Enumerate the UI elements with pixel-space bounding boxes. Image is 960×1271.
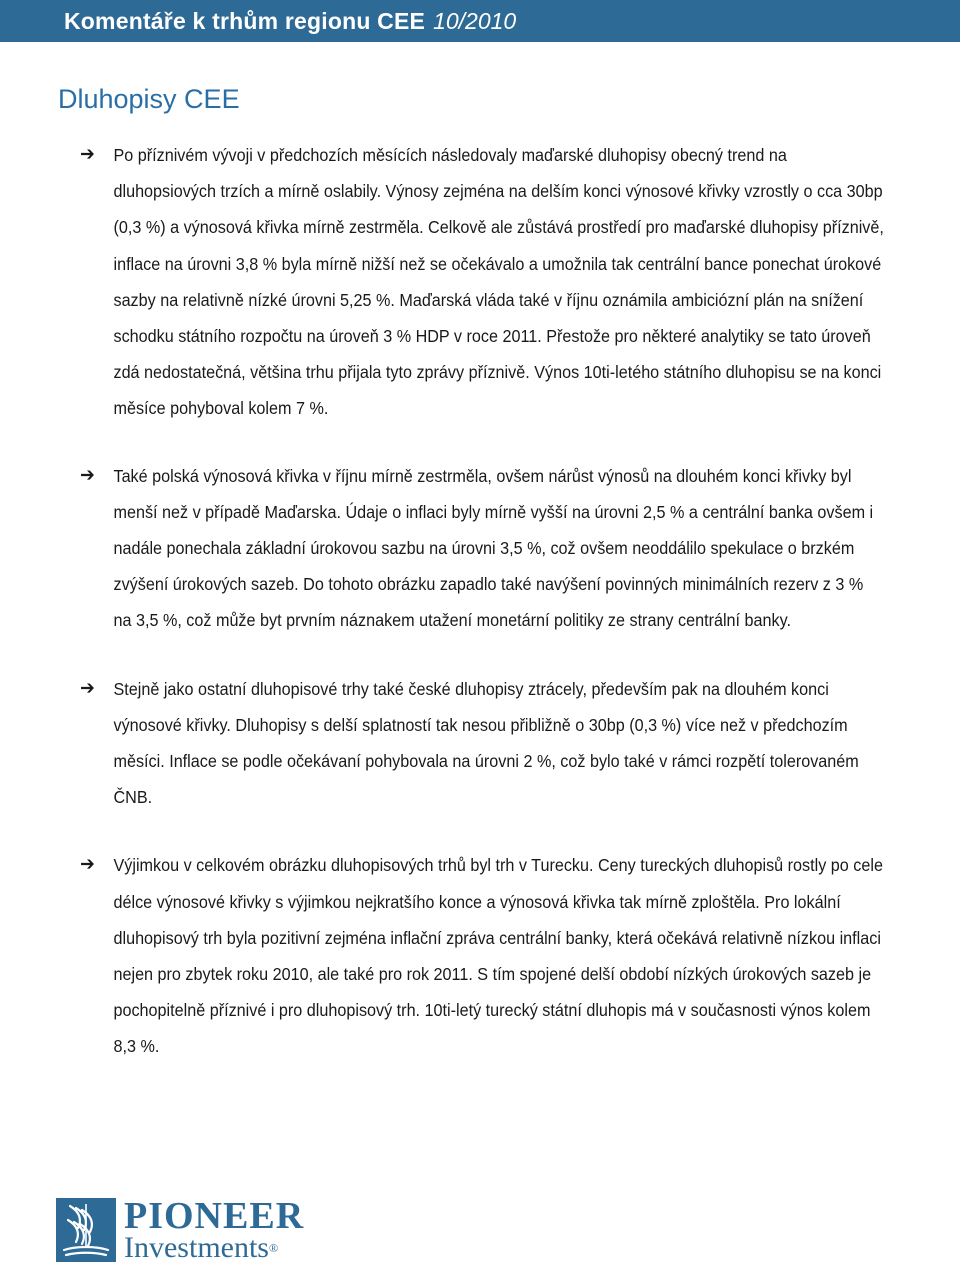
header-title: Komentáře k trhům regionu CEE <box>64 7 426 34</box>
ship-logo-icon <box>56 1198 116 1262</box>
bullet-item-czech <box>80 671 885 816</box>
header-date: 10/2010 <box>433 7 517 34</box>
right-arrow-icon: ➔ <box>80 854 95 876</box>
logo-wordmark-pioneer: PIONEER <box>124 1195 305 1237</box>
bullet-item-poland <box>80 458 885 639</box>
section-title: Dluhopisy CEE <box>58 84 240 114</box>
right-arrow-icon: ➔ <box>80 144 95 165</box>
bullet-text: Také polská výnosová křivka v říjnu mírně zestrměla, ovšem nárůst výnosů na dlouhém konci křivky byl menší než v případě Maďarska. Údaje o inflaci byly mírně vyšší na úrovni 2,5 % a centrální banka ovšem i nadále ponechala základní úrokovou sazbu na úrovni 3,5 %, což ovšem neoddálilo spekulace o brzkém zvýšení úrokových sazeb. Do tohoto obrázku zapadlo také navýšení povinných minimálních rezerv z 3 % na 3,5 %, což může byt prvním náznakem utažení monetární politiky ze strany centrální banky. <box>113 465 874 631</box>
header-bar <box>0 0 960 42</box>
logo-investments-text: Investments <box>124 1231 269 1264</box>
bullet-text: Výjimkou v celkovém obrázku dluhopisových trhů byl trh v Turecku. Ceny tureckých dluhopisů rostly po cele délce výnosové křivky s výjimkou nejkratšího konce a výnosová křivka tak mírně zploštěla. Pro lokální dluhopisový trh byla pozitivní zejména inflační zpráva centrální banky, která očekává relativně nízkou inflaci nejen pro zbytek roku 2010, ale také pro rok 2011. S tím spojené delší období nízkých úrokových sazeb je pochopitelně příznivé i pro dluhopisový trh. 10ti-letý turecký státní dluhopis má v současnosti výnos kolem 8,3 %. <box>113 855 883 1057</box>
right-arrow-icon: ➔ <box>80 677 95 699</box>
bullet-list <box>80 137 910 1065</box>
bullet-text: Po příznivém vývoji v předchozích měsících následovaly maďarské dluhopisy obecný trend na dluhopsiových trzích a mírně oslabily. Výnosy zejména na delším konci výnosové křivky vzrostly o cca 30bp (0,3 %) a výnosová křivka mírně zestrměla. Celkově ale zůstává prostředí pro maďarské dluhopisy příznivě, inflace na úrovni 3,8 % byla mírně nižší než se očekávalo a umožnila tak centrální bance ponechat úrokové sazby na relativně nízké úrovni 5,25 %. Maďarská vláda také v říjnu oznámila ambiciózní plán na snížení schodku státního rozpočtu na úroveň 3 % HDP v roce 2011. Přestože pro některé analytiky se tato úroveň zdá nedostatečná, většina trhu přijala tyto zprávy příznivě. Výnos 10ti-letého státního dluhopisu se na konci měsíce pohyboval kolem 7 %. <box>113 145 884 419</box>
pioneer-investments-logo <box>56 1192 316 1268</box>
right-arrow-icon: ➔ <box>80 464 95 486</box>
registered-mark: ® <box>268 1241 279 1255</box>
bullet-item-hungary <box>80 137 885 427</box>
logo-wordmark-investments <box>124 1232 278 1264</box>
bullet-text: Stejně jako ostatní dluhopisové trhy také české dluhopisy ztrácely, především pak na dlouhém konci výnosové křivky. Dluhopisy s delší splatností tak nesou přibližně o 30bp (0,3 %) více než v předchozím měsíci. Inflace se podle očekávaní pohybovala na úrovni 2 %, což bylo také v rámci rozpětí tolerovaném ČNB. <box>113 678 859 808</box>
bullet-item-turkey <box>80 847 885 1064</box>
